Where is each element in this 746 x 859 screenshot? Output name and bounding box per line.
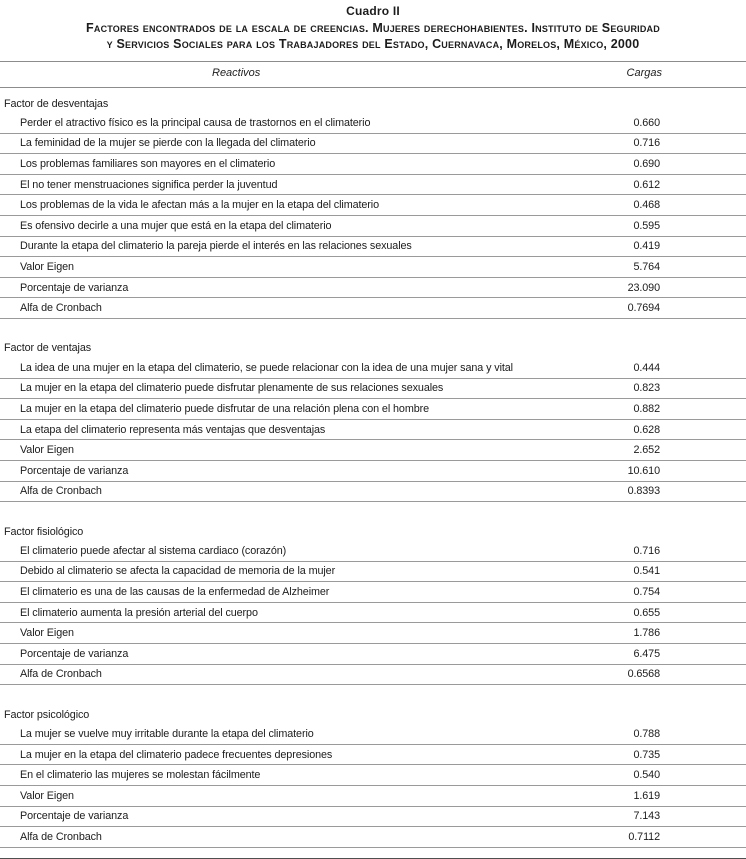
row-carga-value: 10.610 (627, 464, 660, 477)
table-row (0, 827, 746, 848)
table-row (0, 379, 746, 400)
table-row (0, 298, 746, 319)
table-row (0, 603, 746, 624)
table-row (0, 644, 746, 665)
factor-section (0, 522, 746, 685)
row-carga-value: 0.541 (633, 565, 660, 578)
row-carga-value: 0.716 (633, 137, 660, 150)
factor-section (0, 339, 746, 502)
factor-section (0, 705, 746, 848)
table-row (0, 623, 746, 644)
row-reactivo-label: Los problemas de la vida le afectan más a la mujer en la etapa del climaterio (20, 199, 379, 212)
table-row (0, 440, 746, 461)
table-row (0, 541, 746, 562)
row-carga-value: 0.655 (633, 606, 660, 619)
table-row (0, 765, 746, 786)
row-reactivo-label: Porcentaje de varianza (20, 281, 129, 294)
section-header: Factor de ventajas (4, 342, 92, 355)
table-row (0, 216, 746, 237)
row-reactivo-label: Durante la etapa del climaterio la pareja pierde el interés en las relaciones sexuales (20, 240, 412, 253)
factor-section (0, 94, 746, 319)
row-reactivo-label: Alfa de Cronbach (20, 668, 102, 681)
table-row (0, 399, 746, 420)
row-reactivo-label: Valor Eigen (20, 789, 74, 802)
row-carga-value: 0.628 (633, 423, 660, 436)
table-row (0, 665, 746, 686)
section-header: Factor de desventajas (4, 97, 109, 110)
table-row (0, 807, 746, 828)
row-reactivo-label: La mujer en la etapa del climaterio puede disfrutar plenamente de sus relaciones sexuales (20, 382, 444, 395)
row-reactivo-label: Alfa de Cronbach (20, 831, 102, 844)
row-reactivo-label: La idea de una mujer en la etapa del climaterio, se puede relacionar con la idea de una mujer sana y vital (20, 361, 513, 374)
table-row (0, 724, 746, 745)
row-carga-value: 0.419 (633, 240, 660, 253)
row-carga-value: 23.090 (627, 281, 660, 294)
section-header: Factor fisiológico (4, 525, 84, 538)
row-carga-value: 0.444 (633, 361, 660, 374)
table-body (0, 94, 746, 848)
row-carga-value: 0.595 (633, 219, 660, 232)
row-reactivo-label: Perder el atractivo físico es la principal causa de trastornos en el climaterio (20, 116, 371, 129)
row-reactivo-label: La mujer en la etapa del climaterio puede disfrutar de una relación plena con el hombre (20, 402, 430, 415)
table-row (0, 134, 746, 155)
row-reactivo-label: Porcentaje de varianza (20, 464, 129, 477)
row-reactivo-label: Es ofensivo decirle a una mujer que está en la etapa del climaterio (20, 219, 332, 232)
row-reactivo-label: Alfa de Cronbach (20, 485, 102, 498)
column-header-row (0, 61, 746, 88)
table-subtitle (0, 20, 746, 52)
row-reactivo-label: El climaterio aumenta la presión arterial del cuerpo (20, 606, 258, 619)
row-reactivo-label: Alfa de Cronbach (20, 302, 102, 315)
table-row (0, 562, 746, 583)
table-row (0, 461, 746, 482)
table-row (0, 358, 746, 379)
table-row (0, 278, 746, 299)
row-carga-value: 0.788 (633, 728, 660, 741)
row-reactivo-label: El no tener menstruaciones significa perder la juventud (20, 178, 278, 191)
column-header-cargas: Cargas (626, 67, 662, 79)
row-carga-value: 1.619 (633, 789, 660, 802)
table-row (0, 237, 746, 258)
row-carga-value: 0.7694 (627, 302, 660, 315)
row-reactivo-label: La mujer se vuelve muy irritable durante la etapa del climaterio (20, 728, 314, 741)
row-reactivo-label: Valor Eigen (20, 627, 74, 640)
row-carga-value: 0.716 (633, 544, 660, 557)
row-carga-value: 0.8393 (627, 485, 660, 498)
section-header: Factor psicológico (4, 708, 90, 721)
table-title: Cuadro II (346, 4, 400, 18)
row-reactivo-label: La etapa del climaterio representa más ventajas que desventajas (20, 423, 326, 436)
table-row (0, 113, 746, 134)
row-reactivo-label: Porcentaje de varianza (20, 647, 129, 660)
table-row (0, 195, 746, 216)
table-row (0, 482, 746, 503)
table-row (0, 420, 746, 441)
column-header-reactivos: Reactivos (212, 67, 261, 79)
row-reactivo-label: Porcentaje de varianza (20, 810, 129, 823)
table-row (0, 175, 746, 196)
table-row (0, 582, 746, 603)
row-reactivo-label: El climaterio es una de las causas de la enfermedad de Alzheimer (20, 586, 330, 599)
table-row (0, 154, 746, 175)
row-reactivo-label: Valor Eigen (20, 444, 74, 457)
row-reactivo-label: La feminidad de la mujer se pierde con la llegada del climaterio (20, 137, 316, 150)
row-carga-value: 0.823 (633, 382, 660, 395)
subtitle-line-2: y Servicios Sociales para los Trabajadores del Estado, Cuernavaca, Morelos, México, 2000 (106, 37, 640, 51)
table-row (0, 257, 746, 278)
row-reactivo-label: Debido al climaterio se afecta la capacidad de memoria de la mujer (20, 565, 336, 578)
row-carga-value: 6.475 (633, 647, 660, 660)
row-carga-value: 7.143 (633, 810, 660, 823)
table-row (0, 786, 746, 807)
row-reactivo-label: En el climaterio las mujeres se molestan fácilmente (20, 769, 261, 782)
table-row (0, 745, 746, 766)
row-reactivo-label: La mujer en la etapa del climaterio padece frecuentes depresiones (20, 748, 333, 761)
row-carga-value: 0.735 (633, 748, 660, 761)
row-reactivo-label: Valor Eigen (20, 260, 74, 273)
row-carga-value: 0.690 (633, 157, 660, 170)
row-reactivo-label: El climaterio puede afectar al sistema cardiaco (corazón) (20, 544, 287, 557)
row-carga-value: 0.6568 (627, 668, 660, 681)
row-carga-value: 0.468 (633, 199, 660, 212)
row-carga-value: 2.652 (633, 444, 660, 457)
row-carga-value: 0.754 (633, 586, 660, 599)
row-carga-value: 0.660 (633, 116, 660, 129)
row-carga-value: 1.786 (633, 627, 660, 640)
row-carga-value: 0.882 (633, 402, 660, 415)
row-reactivo-label: Los problemas familiares son mayores en el climaterio (20, 157, 276, 170)
subtitle-line-1: Factores encontrados de la escala de creencias. Mujeres derechohabientes. Instituto de Seguridad (86, 21, 660, 35)
row-carga-value: 0.540 (633, 769, 660, 782)
row-carga-value: 0.7112 (628, 831, 660, 844)
row-carga-value: 0.612 (633, 178, 660, 191)
row-carga-value: 5.764 (633, 260, 660, 273)
